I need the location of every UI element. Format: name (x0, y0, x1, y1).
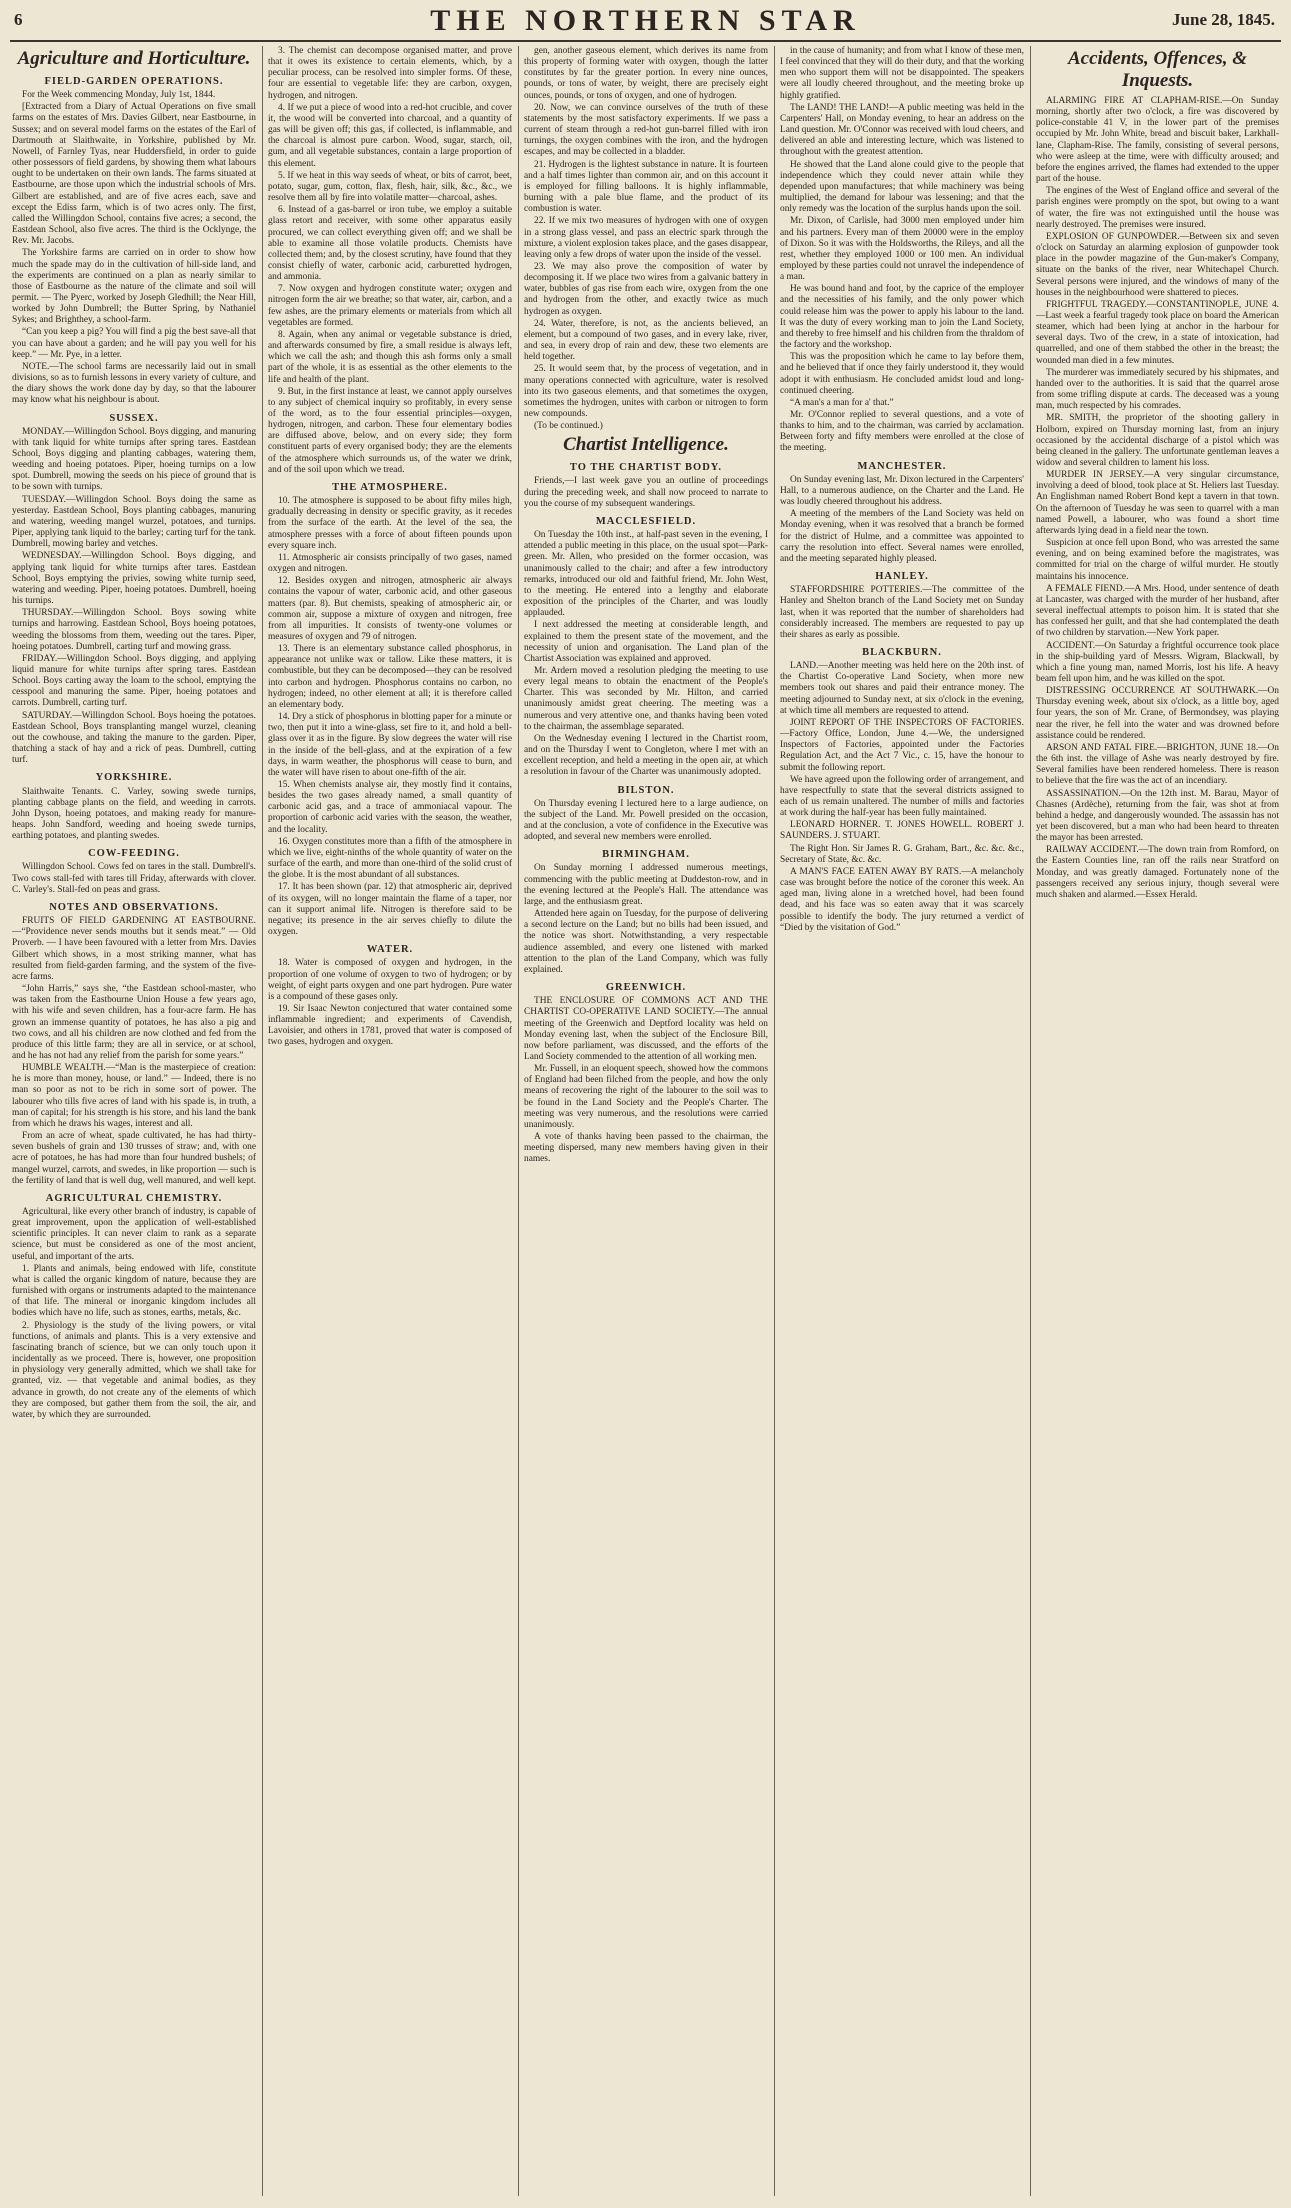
article-paragraph: 16. Oxygen constitutes more than a fifth of the atmosphere in which we live, eight-ninths of the whole quantity of water on the surface of the earth, and more than one-third of the solid crust of the globe. It is the most abundant of all substances. (268, 836, 512, 881)
article-paragraph: 8. Again, when any animal or vegetable substance is dried, and afterwards consumed by fire, a small residue is always left, which we call the ash; and though this ash forms only a small part of the whole, it is as essential as the other elements to the life and health of the plant. (268, 329, 512, 385)
article-paragraph: Friends,—I last week gave you an outline of proceedings during the preceding week, and shall now proceed to narrate to you the course of my subsequent wanderings. (524, 476, 768, 509)
section-subhead: YORKSHIRE. (95, 772, 173, 784)
article-paragraph: 11. Atmospheric air consists principally of two gases, named oxygen and nitrogen. (268, 552, 512, 575)
column-1 (12, 46, 256, 2196)
section-subhead: BILSTON. (617, 784, 675, 796)
section-subhead: BIRMINGHAM. (602, 849, 690, 861)
article-paragraph: 14. Dry a stick of phosphorus in blotting paper for a minute or two, then put it into a wine-glass, set fire to it, and hold a bell-glass over it as in the figure. By slow degrees the water will rise in the inside of the bell-glass, and at the expiration of a few days, in warm weather, the phosphorus will cease to burn, and the water will have risen to about one-fifth of the air. (268, 712, 512, 778)
section-subhead: WATER. (366, 944, 414, 956)
article-paragraph: 5. If we heat in this way seeds of wheat, or bits of carrot, beet, potato, sugar, gum, cotton, flax, flesh, hair, silk, &c., &c., we resolve them all by fire into volatile matter—charcoal, ashes. (268, 170, 512, 204)
article-paragraph: “John Harris,” says she, “the Eastdean school-master, who was taken from the Eastbourne Union House a few years ago, with his wife and seven children, has a four-acre farm. He has grown an immense quantity of potatoes, he has also a pig and two cows, and all his children are now clothed and fed from the produce of this little farm; they are all in service, or at school, and he has not had any relief from the parish for some years.” (12, 984, 256, 1061)
column-divider (774, 46, 775, 2196)
section-subhead: FIELD-GARDEN OPERATIONS. (44, 76, 224, 87)
article-paragraph: HUMBLE WEALTH.—“Man is the masterpiece of creation: he is more than money, house, or land.” — Indeed, there is no man so poor as not to be rich in some sort of power. The labourer who tills five acres of land with his spade is, in truth, a man of capital; for his strength is his store, and his land the bank from which he draws his wages, interest and all. (12, 1063, 256, 1129)
article-paragraph: “A man's a man for a' that.” (790, 397, 894, 408)
section-subhead: GREENWICH. (605, 982, 687, 994)
article-paragraph: A vote of thanks having been passed to the chairman, the meeting dispersed, many new members having given in their names. (524, 1132, 768, 1165)
column-3 (524, 46, 768, 2196)
article-paragraph: JOINT REPORT OF THE INSPECTORS OF FACTORIES.—Factory Office, London, June 4.—We, the undersigned Inspectors of Factories, appointed under the Factories Regulation Act, and the Act 7 Vic., c. 15, have the honour to submit the following report. (780, 717, 1024, 773)
article-paragraph: Mr. O'Connor replied to several questions, and a vote of thanks to him, and to the chairman, was carried by acclamation. Between forty and fifty members were enrolled at the close of the meeting. (780, 410, 1024, 454)
article-paragraph: TUESDAY.—Willingdon School. Boys doing the same as yesterday. Eastdean School, Boys planting cabbages, manuring and watering, weeding mangel wurzel, potatoes, and turnips. Piper, applying tank liquid to the barley; carting turf for the tank. Dumbrell, mowing barley and vetches. (12, 494, 256, 550)
article-paragraph: 4. If we put a piece of wood into a red-hot crucible, and cover it, the wood will be converted into charcoal, and a quantity of gas will be given off; this gas, if collected, is inflammable, and the charcoal is almost pure carbon. Wood, sugar, starch, oil, gum, and all vegetable substances, contain a large proportion of this element. (268, 102, 512, 169)
column-2 (268, 46, 512, 2196)
article-paragraph: (To be continued.) (534, 421, 603, 432)
article-paragraph: ACCIDENT.—On Saturday a frightful occurrence took place in the ship-building yard of Messrs. Wigram, Blackwall, by which a fine young man, named Morris, lost his life. A heavy beam fell upon him, and he was killed on the spot. (1036, 640, 1279, 684)
article-paragraph: DISTRESSING OCCURRENCE AT SOUTHWARK.—On Thursday evening week, about six o'clock, as a little boy, aged four years, the son of Mr. Crane, of Bermondsey, was playing near the river, he fell into the water and was drowned before assistance could be rendered. (1036, 686, 1279, 741)
section-subhead: THE ATMOSPHERE. (332, 481, 448, 493)
article-paragraph: We have agreed upon the following order of arrangement, and have respectfully to state that the several districts assigned to each of us remain unaltered. The number of mills and factories at work during the half-year has been fully maintained. (780, 774, 1024, 819)
article-paragraph: ARSON AND FATAL FIRE.—BRIGHTON, JUNE 18.—On the 6th inst. the village of Ashe was nearly destroyed by fire. Several families have been rendered homeless. There is reason to believe that the fire was the act of an incendiary. (1036, 742, 1279, 787)
article-paragraph: EXPLOSION OF GUNPOWDER.—Between six and seven o'clock on Saturday an alarming explosion of gunpowder took place in the powder magazine of the Gun-maker's Company, situate on the banks of the river, near Whitechapel Church. Several persons were injured, and the windows of many of the houses in the neighbourhood were shattered to pieces. (1036, 231, 1279, 298)
article-paragraph: 21. Hydrogen is the lightest substance in nature. It is fourteen and a half times lighter than common air, and on this account it is employed for filling balloons. It is highly inflammable, burning with a pale blue flame, and the product of its combustion is water. (524, 159, 768, 215)
article-paragraph: 7. Now oxygen and hydrogen constitute water; oxygen and nitrogen form the air we breathe; so that water, air, carbon, and a few ashes, are the primary elements or materials from which all vegetables are formed. (268, 284, 512, 328)
article-paragraph: “Can you keep a pig? You will find a pig the best save-all that you can have about a garden; and he will pay you well for his keep.” — Mr. Pye, in a letter. (12, 327, 256, 360)
article-paragraph: 1. Plants and animals, being endowed with life, constitute what is called the organic kingdom of nature, because they are furnished with organs or instruments adapted to the maintenance of that life. The mineral or inorganic kingdom includes all bodies which have no life, such as stones, earths, metals, &c. (12, 1263, 256, 1319)
article-paragraph: FRIGHTFUL TRAGEDY.—CONSTANTINOPLE, JUNE 4.—Last week a fearful tragedy took place on board the American steamer, which had been lying at anchor in the harbour for several days. Two of the crew, in a state of intoxication, had quarrelled, and one of them stabbed the other in the breast; the wounded man died in a few minutes. (1036, 299, 1279, 366)
article-paragraph: Mr. Dixon, of Carlisle, had 3000 men employed under him and his partners. Every man of them 20000 were in the employ of Dixon. So it was with the Holdsworths, the Rileys, and all the rest, whether they employed 1000 or 100 men. An individual employed by these parties could not unravel the independence of a man. (780, 216, 1024, 283)
article-paragraph: 24. Water, therefore, is not, as the ancients believed, an element, but a compound of two gases, and in every lake, river, and sea, in every drop of rain and dew, these two elements are held together. (524, 318, 768, 363)
masthead-rule (10, 40, 1281, 42)
article-paragraph: LAND.—Another meeting was held here on the 20th inst. of the Chartist Co-operative Land Society, when more new members took out shares and paid their entrance money. The meeting adjourned to Sunday next, at six o'clock in the evening, at which time all members are requested to attend. (780, 661, 1024, 716)
article-paragraph: 6. Instead of a gas-barrel or iron tube, we employ a suitable glass retort and receiver, with some other apparatus easily procured, we can collect everything given off; and we shall be able to examine all those volatile products. Chemists have collected them; and, by the closest scrutiny, have found that they consist chiefly of water, carbonic acid, carburetted hydrogen, and ammonia. (268, 205, 512, 283)
article-paragraph: A FEMALE FIEND.—A Mrs. Hood, under sentence of death at Lancaster, was charged with the murder of her husband, after several ineffectual attempts to poison him. It is stated that she has confessed her guilt, and that she had contemplated the death of two children by starvation.—New York paper. (1036, 583, 1279, 639)
article-paragraph: 25. It would seem that, by the process of vegetation, and in many operations connected with agriculture, water is resolved into its two gaseous elements, and that sometimes the oxygen, sometimes the hydrogen, unites with carbon or nitrogen to form new compounds. (524, 364, 768, 419)
article-paragraph: FRIDAY.—Willingdon School. Boys digging, and applying liquid manure for white turnips after spring tares. Eastdean School. Boys carting away the loam to the school, emptying the cesspool and manuring the same. Piper, hoeing potatoes and carrots. Dumbrell, carting turf. (12, 653, 256, 709)
section-subhead: MANCHESTER. (857, 460, 947, 472)
column-divider (518, 46, 519, 2196)
section-subhead: SUSSEX. (109, 412, 159, 424)
article-paragraph: The LAND! THE LAND!—A public meeting was held in the Carpenters' Hall, on Monday evening, to hear an address on the Land question. Mr. O'Connor was received with loud cheers, and delivered an able and interesting lecture, which was listened to throughout with the greatest attention. (780, 102, 1024, 158)
article-paragraph: in the cause of humanity; and from what I know of these men, I feel convinced that they will do their duty, and that the working men who support them will not be disappointed. The speakers were all loudly cheered throughout, and the meeting broke up highly gratified. (780, 46, 1024, 101)
article-paragraph: 10. The atmosphere is supposed to be about fifty miles high, gradually decreasing in density or specific gravity, as it recedes from the surface of the earth. At the level of the sea, the atmosphere presses with a force of about fifteen pounds upon every square inch. (268, 496, 512, 551)
column-divider (262, 46, 263, 2196)
article-paragraph: Suspicion at once fell upon Bond, who was arrested the same evening, and on being examined before the magistrates, was committed for trial on the charge of wilful murder. He stoutly maintains his innocence. (1036, 538, 1279, 582)
article-paragraph: 19. Sir Isaac Newton conjectured that water contained some inflammable ingredient; and experiments of Cavendish, Lavoisier, and others in 1781, proved that water is composed of two gases, hydrogen and oxygen. (268, 1003, 512, 1048)
article-paragraph: On Thursday evening I lectured here to a large audience, on the subject of the Land. Mr. Powell presided on the occasion, and at the conclusion, a vote of confidence in the Executive was adopted, and several new members were enrolled. (524, 798, 768, 843)
article-paragraph: 15. When chemists analyse air, they mostly find it contains, besides the two gases already named, a small quantity of carbonic acid gas, and a trace of ammoniacal vapour. The proportion of carbonic acid varies with the season, the weather, and the locality. (268, 780, 512, 835)
section-headline: Accidents, Offences, & Inquests. (1067, 48, 1248, 91)
article-paragraph: Mr. Fussell, in an eloquent speech, showed how the commons of England had been filched from the people, and how the only means of recovering the right of the labourer to the soil was to be found in the Land Society and the People's Charter. The meeting was very numerous, and the resolutions were carried unanimously. (524, 1064, 768, 1130)
article-paragraph: On Sunday morning I addressed numerous meetings, commencing with the public meeting at Duddeston-row, and in the evening lectured at the People's Hall. The attendance was large, and the enthusiasm great. (524, 863, 768, 907)
article-paragraph: MR. SMITH, the proprietor of the shooting gallery in Holborn, expired on Thursday morning last, from an injury occasioned by the accidental discharge of a pistol which was being cleaned in the gallery. The unfortunate gentleman leaves a widow and several children to lament his loss. (1036, 413, 1279, 468)
article-paragraph: On Tuesday the 10th inst., at half-past seven in the evening, I attended a public meeting in this place, on the usual spot—Park-green. Mr. Allen, who presided on the former occasion, was unanimously called to the chair; and after a few introductory remarks, introduced our old and faithful friend, Mr. John West, to the meeting. He entered into a lengthy and elaborate exposition of the principles of the Charter, and was loudly applauded. (524, 530, 768, 619)
section-subhead: HANLEY. (875, 571, 929, 583)
article-paragraph: He was bound hand and foot, by the caprice of the employer and the necessities of his family, and the only power which could release him was the power to apply his labour to the land. It was the duty of every working man to join the Land Society, and thereby to free himself and his children from the thraldom of the factory and the workshop. (780, 284, 1024, 351)
article-paragraph: From an acre of wheat, spade cultivated, he has had thirty-seven bushels of grain and 130 trusses of straw; and, with one acre of potatoes, he has had more than four hundred bushels; of mangel wurzel, carrots, and swedes, in like proportion — such is the fertility of land that is well dug, well manured, and well kept. (12, 1131, 256, 1186)
section-subhead: BLACKBURN. (862, 646, 942, 658)
section-subhead: NOTES AND OBSERVATIONS. (49, 901, 219, 913)
article-paragraph: 23. We may also prove the composition of water by decomposing it. If we place two wires from a galvanic battery in water, bubbles of gas rise from each wire, oxygen from the one and hydrogen from the other, and exactly twice as much hydrogen as oxygen. (524, 261, 768, 317)
article-paragraph: STAFFORDSHIRE POTTERIES.—The committee of the Hanley and Shelton branch of the Land Society met on Sunday last, when it was reported that the number of shareholders had considerably increased. The members are requested to pay up their shares as early as possible. (780, 585, 1024, 640)
article-paragraph: The murderer was immediately secured by his shipmates, and handed over to the authorities. It is said that the quarrel arose from some trifling dispute at cards. The deceased was a young man, much respected by his comrades. (1036, 367, 1279, 412)
article-paragraph: I next addressed the meeting at considerable length, and explained to them the present state of the movement, and the necessity of union and organisation. The Land plan of the Chartist Association was explained and approved. (524, 620, 768, 664)
article-paragraph: 12. Besides oxygen and nitrogen, atmospheric air always contains the vapour of water, carbonic acid, and other gaseous matters (par. 8). But chemists, speaking of atmospheric air, or common air, suppose a mixture of oxygen and nitrogen, free from all impurities. It consists of twenty-one volumes or measures of oxygen and 79 of nitrogen. (268, 576, 512, 642)
article-paragraph: MURDER IN JERSEY.—A very singular circumstance, involving a deed of blood, took place at St. Heliers last Tuesday. An Englishman named Robert Bond kept a tavern in that town. On the afternoon of Tuesday he was seen to quarrel with a man named Powell, a labourer, who was found a short time afterwards lying dead in a field near the town. (1036, 470, 1279, 536)
section-subhead: MACCLESFIELD. (595, 515, 697, 527)
article-paragraph: On the Wednesday evening I lectured in the Chartist room, and on the Thursday I went to Congleton, where I met with an excellent reception, and held a meeting in the open air, at which a resolution in favour of the Charter was unanimously adopted. (524, 733, 768, 778)
section-subhead: COW-FEEDING. (88, 848, 180, 860)
article-paragraph: This was the proposition which he came to lay before them, and he believed that if once they fairly understood it, they would adopt it with enthusiasm. He concluded amidst loud and long-continued cheering. (780, 352, 1024, 396)
column-divider (1030, 46, 1031, 2196)
article-paragraph: 17. It has been shown (par. 12) that atmospheric air, deprived of its oxygen, will no longer maintain the flame of a taper, nor can it support animal life. Nitrogen is therefore said to be negative; its presence in the air serves chiefly to dilute the oxygen. (268, 882, 512, 938)
article-paragraph: 2. Physiology is the study of the living powers, or vital functions, of animals and plants. This is a very extensive and fascinating branch of science, but we can only touch upon it incidentally as we proceed. There is, however, one proposition in physiology very generally admitted, which we shall take for granted, viz. — that vegetable and animal bodies, as they advance in growth, do not create any of the elements of which they are composed, but gather them from the soil, the air, and water, by which they are surrounded. (12, 1320, 256, 1420)
section-headline: Chartist Intelligence. (563, 434, 729, 456)
column-4 (780, 46, 1024, 2196)
article-paragraph: 22. If we mix two measures of hydrogen with one of oxygen in a strong glass vessel, and pass an electric spark through the mixture, a violent explosion takes place, and the gases disappear, leaving only a few drops of water upon the inside of the vessel. (524, 216, 768, 260)
section-subhead: TO THE CHARTIST BODY. (569, 462, 723, 474)
article-paragraph: gen, another gaseous element, which derives its name from this property of forming water with oxygen, though the latter constitutes by far the greater portion. In every nine ounces, pounds, or tons of water, by weight, there are precisely eight ounces, pounds, or tons of oxygen, and one of hydrogen. (524, 46, 768, 101)
article-paragraph: For the Week commencing Monday, July 1st, 1844. (22, 90, 216, 101)
article-paragraph: The Yorkshire farms are carried on in order to show how much the spade may do in the cultivation of hill-side land, and the experiments are continued on a plan as nearly similar to those of Eastbourne as the nature of the climate and soil will permit. — The Pyerc, worked by Joseph Gledhill; the Near Hill, worked by John Dumbrell; the Butter Spring, by Nathaniel Sykes; and Brighthey, a school-farm. (12, 248, 256, 326)
article-paragraph: ALARMING FIRE AT CLAPHAM-RISE.—On Sunday morning, shortly after two o'clock, a fire was discovered by police-constable 41 V, in the lower part of the premises occupied by Mr. John White, bread and biscuit baker, Larkhall-lane, Clapham-Rise. The family, consisting of several persons, who were asleep at the time, were with difficulty aroused; and before the engines arrived, the flames had extended to the upper part of the house. (1036, 96, 1279, 185)
article-paragraph: Willingdon School. Cows fed on tares in the stall. Dumbrell's. Two cows stall-fed with tares till Friday, afterwards with clover. C. Varley's. Stall-fed on peas and grass. (12, 862, 256, 895)
article-paragraph: ASSASSINATION.—On the 12th inst. M. Barau, Mayor of Chasnes (Ardèche), returning from the fair, was shot at from behind a hedge, and dangerously wounded. The assassin has not yet been discovered, but a man who had been heard to threaten the mayor has been arrested. (1036, 788, 1279, 844)
article-paragraph: Slaithwaite Tenants. C. Varley, sowing swede turnips, planting cabbage plants on the field, and weeding in carrots. John Dyson, hoeing potatoes, and making ready for manure-heaps. John Sandford, weeding and hoeing swede turnips, earthing potatoes, and planting swedes. (12, 786, 256, 842)
article-paragraph: FRUITS OF FIELD GARDENING AT EASTBOURNE.—“Providence never sends mouths but it sends meat.” — Old Proverb. — I have been favoured with a letter from Mrs. Davies Gilbert which shows, in a most striking manner, what has resulted from field-garden farming, and the system of the five-acre farms. (12, 916, 256, 982)
article-paragraph: A meeting of the members of the Land Society was held on Monday evening, when it was resolved that a branch be formed for the district of Hulme, and a committee was appointed to carry the resolution into effect. Several names were enrolled, and the meeting separated highly pleased. (780, 509, 1024, 564)
article-paragraph: WEDNESDAY.—Willingdon School. Boys digging, and applying tank liquid for white turnips after tares. Eastdean School, Boys emptying the privies, sowing white turnip seed, watering and weeding. Piper, hoeing potatoes. Dumbrell, hoeing his turnips. (12, 551, 256, 607)
section-subhead: AGRICULTURAL CHEMISTRY. (45, 1192, 223, 1204)
article-paragraph: RAILWAY ACCIDENT.—The down train from Romford, on the Eastern Counties line, ran off the rails near Stratford on Monday, and was greatly damaged. Fortunately none of the passengers received any serious injury, though several were much shaken and alarmed.—Essex Herald. (1036, 845, 1279, 900)
section-headline: Agriculture and Horticulture. (17, 48, 251, 69)
article-paragraph: The Right Hon. Sir James R. G. Graham, Bart., &c. &c. &c., Secretary of State, &c. &c. (780, 843, 1024, 865)
article-paragraph: 9. But, in the first instance at least, we cannot apply ourselves to any subject of chemical inquiry so profitably, in every sense of the word, as to the four essential principles—oxygen, hydrogen, nitrogen, and carbon. These four elementary bodies are diffused above, below, and on every side; they form constituent parts of every organised body; they are the elements of the atmosphere which surrounds us, of the water we drink, and of the soil upon which we tread. (268, 386, 512, 475)
masthead (0, 0, 1291, 36)
article-paragraph: Mr. Ardern moved a resolution pledging the meeting to use every legal means to obtain the enactment of the People's Charter. This was seconded by Mr. Hilton, and carried unanimously amidst great cheering. The meeting was a numerous and very attentive one, and thanks having been voted to the chairman, the assemblage separated. (524, 665, 768, 732)
article-paragraph: On Sunday evening last, Mr. Dixon lectured in the Carpenters' Hall, to a numerous audience, on the Charter and the Land. He was loudly cheered throughout his address. (780, 474, 1024, 508)
newspaper-title: THE NORTHERN STAR (430, 4, 861, 37)
page-number: 6 (14, 10, 23, 29)
article-paragraph: Agricultural, like every other branch of industry, is capable of great improvement, upon the application of well-established scientific principles. It can never claim to rank as a separate science, but must be considered as one of the most ancient, useful, and important of the arts. (12, 1207, 256, 1262)
article-paragraph: 13. There is an elementary substance called phosphorus, in appearance not unlike wax or tallow. Like these matters, it is combustible, but they can be decomposed—they can be resolved into carbon and hydrogen. Phosphorus contains no carbon, no hydrogen; indeed, no other element at all; it is therefore called an elementary body. (268, 644, 512, 710)
article-paragraph: A MAN'S FACE EATEN AWAY BY RATS.—A melancholy case was brought before the notice of the coroner this week. An aged man, living alone in a wretched hovel, had been found dead, and his face was so eaten away that it was scarcely possible to identify the body. The jury returned a verdict of “Died by the visitation of God.” (780, 866, 1024, 933)
column-5 (1036, 46, 1279, 2196)
article-paragraph: SATURDAY.—Willingdon School. Boys hoeing the potatoes. Eastdean School, Boys transplanting mangel wurzel, cleaning out the cowhouse, and taking the manure to the garden. Piper, thatching a stack of hay and a rick of peas. Dumbrell, cutting turf. (12, 710, 256, 766)
article-paragraph: [Extracted from a Diary of Actual Operations on five small farms on the estates of Mrs. Davies Gilbert, near Eastbourne, in Sussex; and on several model farms on the estates of the Earl of Dartmouth at Slaithwaite, in Yorkshire, published by Mr. Nowell, of Farnley Tyas, near Huddersfield, in order to guide other possessors of field gardens, by showing them what labours ought to be undertaken on their own lands. The farms situated at Eastbourne, are those upon which the industrial schools of Mrs. Gilbert are established, and are of five acres each, save and except the Ediss farm, which is of two acres only. The first, called the Willingdon School, contains five acres; a second, the Eastdean School, also five acres. The third is the Ocklynge, the Rev. Mr. Jacobs. (12, 102, 256, 247)
article-paragraph: The engines of the West of England office and several of the parish engines were promptly on the spot, but owing to a want of water, the fire was not extinguished until the house was nearly destroyed. The premises were insured. (1036, 186, 1279, 230)
article-paragraph: 20. Now, we can convince ourselves of the truth of these statements by the most satisfactory experiments. If we pass a current of steam through a red-hot gun-barrel filled with iron turnings, the oxygen combines with the iron, and the hydrogen escapes, and may be collected in a bladder. (524, 102, 768, 158)
issue-date: June 28, 1845. (1172, 10, 1275, 29)
article-paragraph: Attended here again on Tuesday, for the purpose of delivering a second lecture on the Land; but no bills had been issued, and the notice was short. Notwithstanding, a very respectable audience assembled, and every one listened with marked attention to the plan of the Land Company, which was fully explained. (524, 909, 768, 975)
article-paragraph: NOTE.—The school farms are necessarily laid out in small divisions, so as to furnish lessons in every variety of culture, and the diary shows the work done day by day, so that the labourer may know what his neighbour is about. (12, 361, 256, 406)
article-paragraph: THURSDAY.—Willingdon School. Boys sowing white turnips and harrowing. Eastdean School, Boys hoeing potatoes, weeding the blossoms from them, weeding out the tares. Piper, hoeing potatoes. Dumbrell, carting turf and mowing grass. (12, 608, 256, 652)
article-paragraph: LEONARD HORNER. T. JONES HOWELL. ROBERT J. SAUNDERS. J. STUART. (780, 820, 1024, 842)
article-paragraph: MONDAY.—Willingdon School. Boys digging, and manuring with tank liquid for white turnips after spring tares. Eastdean School, Boys digging and planting cabbages, watering them, weeding and hoeing potatoes. Piper, hoeing turnips on a low spot. Dumbrell, mowing the seeds on his piece of ground that is to be sown with turnips. (12, 426, 256, 493)
article-paragraph: THE ENCLOSURE OF COMMONS ACT AND THE CHARTIST CO-OPERATIVE LAND SOCIETY.—The annual meeting of the Greenwich and Deptford locality was held on Monday evening last, when the subject of the Enclosure Bill, now before parliament, was discussed, and the efforts of the Land Society commended to the attention of all working men. (524, 996, 768, 1062)
article-paragraph: He showed that the Land alone could give to the people that independence which they could never attain while they depended upon manufactures; that while machinery was being multiplied, the demand for labour was lessening; and that the only remedy was the location of the surplus hands upon the soil. (780, 159, 1024, 215)
article-paragraph: 3. The chemist can decompose organised matter, and prove that it owes its existence to certain elements, which, by a peculiar process, can be resolved into simpler forms. Of these, four are essential to vegetable life: they are carbon, oxygen, hydrogen, and nitrogen. (268, 46, 512, 101)
article-paragraph: 18. Water is composed of oxygen and hydrogen, in the proportion of one volume of oxygen to two of hydrogen; or by weight, of eight parts oxygen and one part hydrogen. Pure water is a compound of these gases only. (268, 958, 512, 1002)
